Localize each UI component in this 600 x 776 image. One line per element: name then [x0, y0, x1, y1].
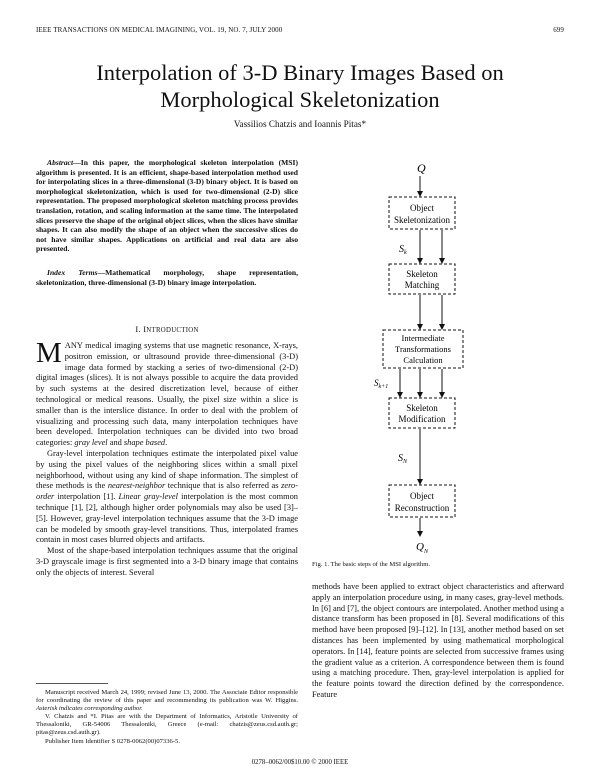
footnote-manuscript-text: Manuscript received March 24, 1999; revised June 13, 2000. The Associate Editor responsible for coordinating the review of this paper and recommending its publication was W. Higgins. — [36, 689, 298, 705]
abstract — [36, 158, 298, 254]
authors: Vassilios Chatzis and Ioannis Pitas* — [233, 119, 367, 129]
fig-box-2-line-1: Skeleton — [406, 269, 438, 279]
fig-box-4-line-2: Modification — [398, 414, 446, 424]
footnote-rule — [36, 683, 108, 684]
figure-caption: Fig. 1. The basic steps of the MSI algorithm. — [312, 561, 431, 568]
paragraph-1 — [36, 337, 298, 449]
section-title-rest: NTRODUCTION — [146, 327, 199, 334]
section-title-first: I — [143, 325, 147, 334]
footnote-manuscript — [36, 689, 298, 713]
body-left-column — [36, 337, 298, 579]
footnote-affiliation: V. Chatzis and *I. Pitas are with the Department of Informatics, Aristotle University of Thessaloniki, GR-54006 Thessaloniki, Greece (e-mail: chatzis@zeus.csd.auth.gr; pitas@zeus.csd.auth.gr). — [36, 713, 298, 737]
section-heading — [36, 325, 298, 334]
fig-output-label: $Q_N$ — [416, 541, 428, 555]
section-numeral: I. — [135, 325, 141, 334]
fig-box-3-line-1: Intermediate — [401, 333, 445, 343]
term-shape-based: shape based — [123, 438, 166, 448]
paragraph-2 — [36, 449, 298, 546]
fig-label-sk: $S_k$ — [399, 244, 407, 256]
body-right-column — [312, 582, 564, 701]
paragraph-2-text-c: interpolation [1]. — [54, 492, 119, 502]
fig-box-2-line-2: Matching — [404, 280, 440, 290]
title-line-2: Morphological Skeletonization — [160, 87, 440, 112]
figure-1-diagram — [370, 158, 480, 558]
term-gray-level: gray level — [74, 438, 108, 448]
footnote-asterisk-note: Asterisk indicates corresponding author. — [36, 705, 143, 713]
copyright-line: 0278–0062/00$10.00 © 2000 IEEE — [251, 759, 349, 766]
fig-box-5-line-1: Object — [410, 491, 434, 501]
paragraph-2-text-a: Gray-level interpolation techniques estimate the interpolated pixel value by using the pixel values of the neighboring slices within a small pixel neighborhood, without using any kind of shape information. The simplest of these methods is the — [36, 448, 298, 491]
paper-title — [30, 59, 570, 113]
paragraph-1-end: . — [165, 438, 168, 448]
paragraph-1-text: ANY medical imaging systems that use magnetic resonance, X-rays, positron emission, or ultrasound provide three-dimensional (3-D) image data formed by stacking a series of two-dimensional (2-D) digital images (slices). It is not always possible to acquire the data provided by such systems at the desired discretization level, because of either technological or medical reasons. Usually, the pixel size within a slice is smaller than is the interslice distance. In order to deal with the problem of visualizing and processing such data, many interpolation techniques have been developed. Interpolation techniques can be divided into two broad categories: — [36, 341, 298, 448]
fig-box-5-line-2: Reconstruction — [394, 503, 450, 513]
running-header: IEEE TRANSACTIONS ON MEDICAL IMAGINING, VOL. 19, NO. 7, JULY 2000 — [36, 26, 283, 34]
fig-box-3-line-2: Transformations — [395, 344, 451, 354]
right-paragraph-1: methods have been applied to extract object characteristics and afterward apply an interpolation procedure using, in many cases, gray-level methods. In [6] and [7], the object contours are interpolated. Another method using a distance transform has been proposed in [8]. Several modifications of this method have been proposed [9]–[12]. In [13], another method based on set distances has been implemented by using mathematical morphological operators. In [14], feature points are selected from successive frames using the gradient value as a criterion. A correspondence between them is found using a matching procedure. Then, gray-level interpolation is applied for the feature points toward the direction defined by the correspondence. Feature — [312, 582, 564, 699]
index-terms — [36, 268, 298, 287]
fig-label-sn: $S_N$ — [398, 453, 408, 465]
title-line-1: Interpolation of 3-D Binary Images Based on — [96, 60, 504, 85]
fig-box-1-line-1: Object — [410, 203, 434, 213]
paragraph-1-and: and — [107, 438, 124, 448]
abstract-text: In this paper, the morphological skeleton interpolation (MSI) algorithm is presented. It is an efficient, shape-based interpolation method used for interpolating slices in a three-dimensional (3-D) binary object. It is based on morphological skeletonization, which is used for two-dimensional (2-D) slice representation. The proposed morphological skeleton matching process provides translation, rotation, and scaling information at the same time. The interpolated slices preserve the shape of the original object slices, when the slices have similar shapes. It can also modify the shape of an object when the successive slices do not have similar shapes. Applications on artificial and real data are also presented. — [36, 158, 298, 254]
fig-label-skp1: $S_{k+1}$ — [374, 378, 389, 390]
fig-input-label: Q — [417, 161, 426, 175]
page-number: 699 — [553, 26, 564, 34]
paragraph-2-text-b: technique that is also referred as — [165, 481, 282, 491]
fig-box-3-line-3: Calculation — [403, 355, 443, 365]
fig-box-4-line-1: Skeleton — [406, 403, 438, 413]
index-terms-label: Index Terms— — [47, 268, 106, 277]
paragraph-3: Most of the shape-based interpolation techniques assume that the original 3-D grayscale image is first segmented into a 3-D binary image that contains only the objects of interest. Several — [36, 546, 298, 577]
abstract-label: Abstract— — [47, 158, 81, 167]
term-zero-order: zero-order — [36, 481, 298, 502]
index-terms-text: Mathematical morphology, shape representation, skeletonization, three-dimensional (3-D) binary image interpolation. — [36, 268, 299, 287]
drop-cap: M — [36, 337, 62, 369]
term-linear-gray-level: Linear gray-level — [118, 492, 178, 502]
paragraph-2-text-d: interpolation is the most common technique [1], [2], although higher order polynomials may also be used [3]–[5]. However, gray-level interpolation techniques assume that the 3-D image can be modeled by smooth gray-level transitions. Thus, interpolated frames contain in most cases blurred objects and artifacts. — [36, 492, 298, 545]
footnote-identifier: Publisher Item Identifier S 0278-0062(00)07336-5. — [45, 737, 180, 745]
footnote — [36, 689, 298, 746]
fig-box-1-line-2: Skeletonization — [394, 215, 450, 225]
term-nearest-neighbor: nearest-neighbor — [107, 481, 166, 491]
